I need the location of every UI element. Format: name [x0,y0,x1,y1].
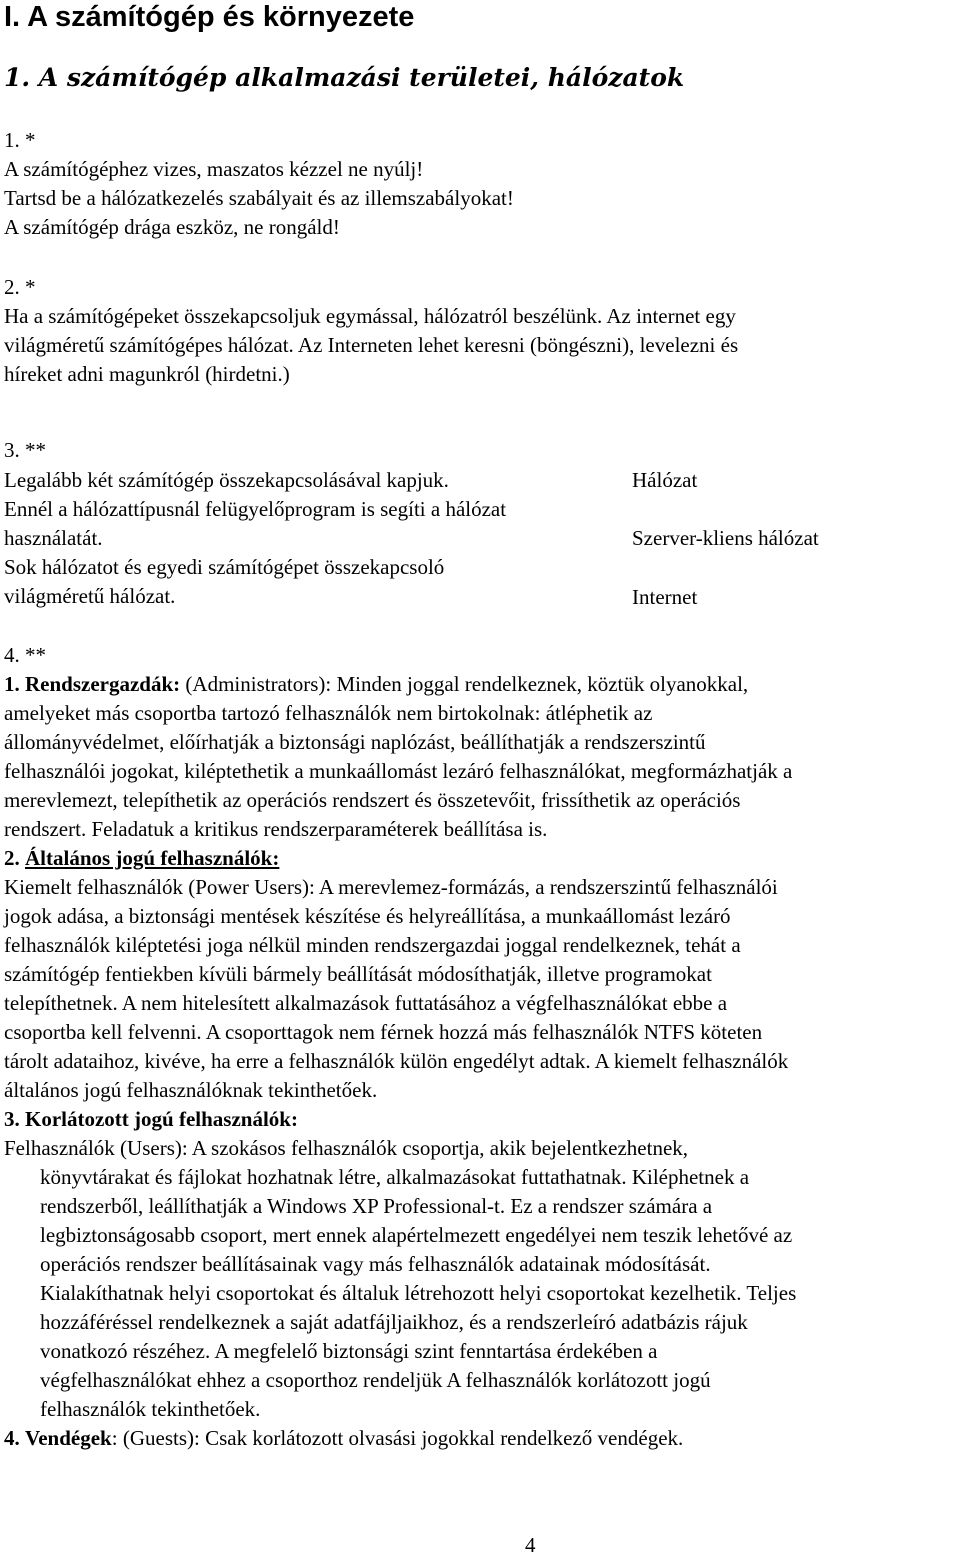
group-2-line: csoportba kell felvenni. A csoporttagok nem férnek hozzá más felhasználók NTFS köteten [4,1020,763,1044]
page-number: 4 [525,1533,536,1557]
definition-line: Sok hálózatot és egyedi számítógépet összekapcsoló [4,555,445,579]
exercise-1-line: Tartsd be a hálózatkezelés szabályait és az illemszabályokat! [4,186,514,210]
group-2-line: tárolt adataihoz, kivéve, ha erre a felhasználók külön engedélyt adtak. A kiemelt felhasználók [4,1049,789,1073]
group-4-term: Vendégek [25,1426,112,1450]
group-3-line: felhasználók tekinthetőek. [40,1397,261,1421]
group-4-text: : (Guests): Csak korlátozott olvasási jogokkal rendelkező vendégek. [111,1426,684,1450]
group-1-line: merevlemezt, telepíthetik az operációs rendszert és összetevőit, frissíthetik az operációs [4,788,741,812]
group-1-heading [4,670,748,699]
chapter-title: I. A számítógép és környezete [4,1,415,33]
exercise-2-line: világméretű számítógépes hálózat. Az Interneten lehet keresni (böngészni), levelezni és [4,333,739,357]
group-1-line: állományvédelmet, előírhatják a biztonsági naplózást, beállíthatják a rendszerszintű [4,730,706,754]
group-2-number: 2. [4,846,20,870]
exercise-2-line [4,302,736,331]
group-3-line: operációs rendszer beállításainak vagy más felhasználók adatainak módosítását. [40,1252,711,1276]
exercise-1-line: A számítógéphez vizes, maszatos kézzel ne nyúlj! [4,157,424,181]
term-internet: Internet [632,585,698,609]
group-2-line: általános jogú felhasználóknak tekinthetőek. [4,1078,378,1102]
group-3-line: könyvtárakat és fájlokat hozhatnak létre, alkalmazásokat futtathatnak. Kiléphetnek a [40,1165,750,1189]
exercise-2-line: híreket adni magunkról (hirdetni.) [4,362,290,386]
group-3-line: Felhasználók (Users): A szokásos felhasználók csoportja, akik bejelentkezhetnek, [4,1136,689,1160]
group-3-line: vonatkozó részéhez. A megfelelő biztonsági szint fenntartása érdekében a [40,1339,658,1363]
group-3-line: legbiztonságosabb csoport, mert ennek alapértelmezett engedélyei nem teszik lehetővé az [40,1223,793,1247]
group-1-line: amelyeket más csoportba tartozó felhasználók nem birtokolnak: átléphetik az [4,701,653,725]
group-2-line: felhasználók kiléptetési joga nélkül minden rendszergazdai joggal rendelkeznek, tehát a [4,933,741,957]
group-1-line: rendszert. Feladatuk a kritikus rendszerparaméterek beállítása is. [4,817,548,841]
exercise-1-line: A számítógép drága eszköz, ne rongáld! [4,215,340,239]
group-3-term: Korlátozott jogú felhasználók: [25,1107,298,1131]
exercise-1-number: 1. * [4,128,36,152]
group-4-number: 4. [4,1426,20,1450]
group-1-line: felhasználói jogokat, kiléptethetik a munkaállomást lezáró felhasználókat, megformázhatják a [4,759,793,783]
exercise-2-number: 2. * [4,275,36,299]
exercise-3-number: 3. ** [4,438,46,462]
group-2-line: Kiemelt felhasználók (Power Users): A merevlemez-formázás, a rendszerszintű felhasználói [4,875,778,899]
definition-line: világméretű hálózat. [4,584,176,608]
group-3-line: Kialakíthatnak helyi csoportokat és általuk létrehozott helyi csoportokat kezelhetik. Teljes [40,1281,797,1305]
definition-line: Ennél a hálózattípusnál felügyelőprogram is segíti a hálózat [4,497,507,521]
group-1-number: 1. [4,672,20,696]
section-title: 1. A számítógép alkalmazási területei, hálózatok [4,63,685,92]
definition-line: használatát. [4,526,103,550]
group-3-heading [4,1105,298,1134]
group-3-line: rendszerből, leállíthatják a Windows XP Professional-t. Ez a rendszer számára a [40,1194,713,1218]
group-3-number: 3. [4,1107,20,1131]
group-2-line: számítógép fentiekben kívüli bármely beállítását módosíthatják, illetve programokat [4,962,712,986]
group-4-line [4,1424,683,1453]
group-3-line: végfelhasználókat ehhez a csoporthoz rendeljük A felhasználók korlátozott jogú [40,1368,711,1392]
exercise-2-text: Ha a számítógépeket összekapcsoljuk egymással, hálózatról beszélünk. Az internet egy [4,304,736,328]
term-client-server: Szerver-kliens hálózat [632,526,819,550]
definition-line: Legalább két számítógép összekapcsolásával kapjuk. [4,468,449,492]
group-2-line: jogok adása, a biztonsági mentések készítése és helyreállítása, a munkaállomást lezáró [4,904,731,928]
group-2-line: telepíthetnek. A nem hitelesített alkalmazások futtatásához a végfelhasználókat ebbe a [4,991,728,1015]
group-1-text: (Administrators): Minden joggal rendelkeznek, köztük olyanokkal, [180,672,749,696]
term-network: Hálózat [632,468,698,492]
group-2-heading [4,844,279,873]
group-2-term: Általános jogú felhasználók: [25,846,280,870]
group-1-term: Rendszergazdák: [25,672,181,696]
group-3-line: hozzáféréssel rendelkeznek a saját adatfájljaikhoz, és a rendszerleíró adatbázis rájuk [40,1310,748,1334]
exercise-4-number: 4. ** [4,643,46,667]
